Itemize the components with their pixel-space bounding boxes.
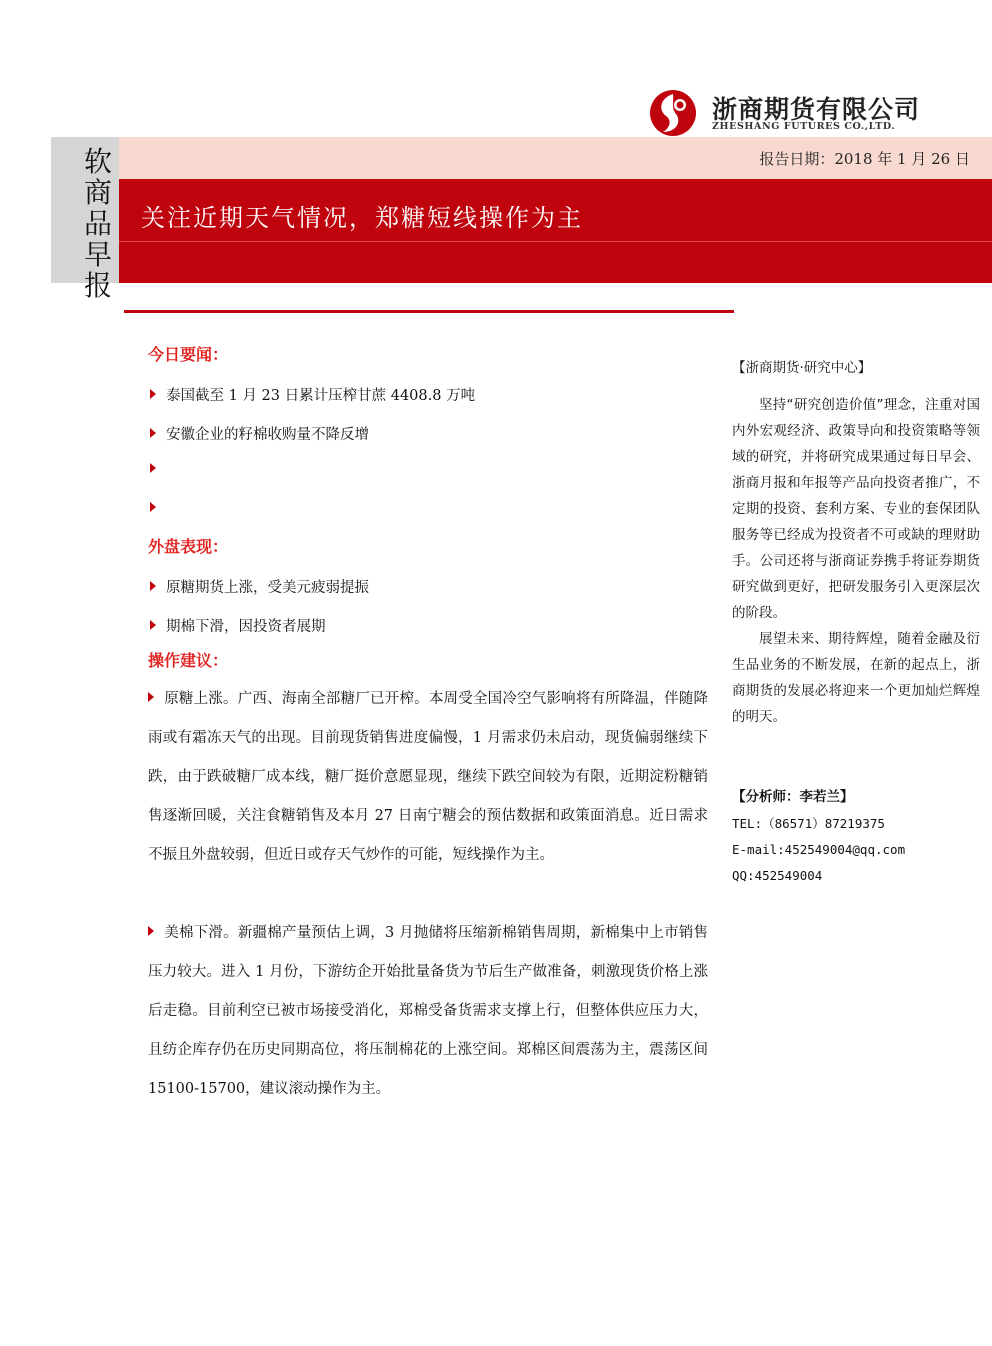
bullet-arrow-icon [150, 428, 156, 438]
report-title: 关注近期天气情况，郑糖短线操作为主 [141, 204, 583, 232]
advice-text: 美棉下滑。新疆棉产量预估上调，3 月抛储将压缩新棉销售周期，新棉集中上市销售压力较大。进入 1 月份，下游纺企开始批量备货为节后生产做准备，刺激现货价格上涨后走稳。目前利空已被市场接受消化，郑棉受备货需求支撑上行，但整体供应压力大，且纺企库存仍在历史同期高位，将压制棉花的上涨空间。郑棉区间震荡为主，震荡区间 15100-15700，建议滚动操作为主。 [148, 925, 708, 1097]
news-heading: 今日要闻： [148, 345, 229, 364]
category-char: 商 [83, 176, 112, 209]
news-item [150, 423, 369, 444]
report-date: 报告日期：2018 年 1 月 26 日 [759, 150, 970, 168]
bullet-arrow-icon [148, 926, 154, 936]
section-rule [124, 310, 734, 313]
news-item-text: 泰国截至 1 月 23 日累计压榨甘蔗 4408.8 万吨 [166, 388, 476, 404]
category-char: 报 [83, 269, 112, 302]
research-center-label: 【浙商期货·研究中心】 [732, 360, 872, 376]
analyst-contact [732, 811, 980, 889]
news-item [150, 462, 166, 478]
news-item [150, 501, 166, 517]
analyst-qq: QQ:452549004 [732, 868, 823, 883]
category-char: 软 [83, 145, 112, 178]
external-item-text: 原糖期货上涨，受美元疲弱提振 [166, 580, 369, 596]
category-char: 早 [83, 238, 112, 271]
analyst-label: 【分析师：李若兰】 [732, 789, 854, 805]
company-logo [646, 88, 926, 138]
intro-paragraph: 坚持“研究创造价值”理念，注重对国内外宏观经济、政策导向和投资策略等领域的研究，并将研究成果通过每日早会、浙商月报和年报等产品向投资者推广，不定期的投资、套利方案、专业的套保团队服务等已经成为投资者不可或缺的理财助手。公司还将与浙商证券携手将证券期货研究做到更好，把研发服务引入更深层次的阶段。 [732, 397, 980, 621]
company-name-en: ZHESHANG FUTURES CO.,LTD. [712, 121, 896, 132]
external-item [150, 615, 326, 636]
zheshang-logo-icon [646, 88, 700, 138]
news-item [150, 384, 475, 405]
analyst-email: E-mail:452549004@qq.com [732, 842, 906, 857]
bullet-arrow-icon [148, 692, 154, 702]
advice-heading: 操作建议： [148, 651, 229, 670]
bullet-arrow-icon [150, 502, 156, 512]
bullet-arrow-icon [150, 581, 156, 591]
analyst-tel: TEL:（86571）87219375 [732, 816, 885, 831]
category-label [78, 146, 118, 301]
external-item [150, 576, 369, 597]
external-heading: 外盘表现： [148, 537, 229, 556]
company-name-cn: 浙商期货有限公司 [712, 95, 921, 124]
intro-paragraph: 展望未来、期待辉煌，随着金融及衍生品业务的不断发展，在新的起点上，浙商期货的发展必将迎来一个更加灿烂辉煌的明天。 [732, 631, 980, 725]
bullet-arrow-icon [150, 389, 156, 399]
advice-paragraph-cotton [148, 914, 708, 1109]
external-item-text: 期棉下滑，因投资者展期 [166, 619, 326, 635]
banner-divider [119, 241, 992, 242]
category-char: 品 [83, 207, 112, 240]
research-center-intro [732, 392, 980, 730]
advice-text: 原糖上涨。广西、海南全部糖厂已开榨。本周受全国冷空气影响将有所降温，伴随降雨或有霜冻天气的出现。目前现货销售进度偏慢，1 月需求仍未启动，现货偏弱继续下跌，由于跌破糖厂成本线，糖厂挺价意愿显现，继续下跌空间较为有限，近期淀粉糖销售逐渐回暖，关注食糖销售及本月 27 日南宁糖会的预估数据和政策面消息。近日需求不振且外盘较弱，但近日或存天气炒作的可能，短线操作为主。 [148, 691, 708, 863]
bullet-arrow-icon [150, 620, 156, 630]
news-item-text: 安徽企业的籽棉收购量不降反增 [166, 427, 369, 443]
bullet-arrow-icon [150, 463, 156, 473]
advice-paragraph-sugar [148, 680, 708, 875]
